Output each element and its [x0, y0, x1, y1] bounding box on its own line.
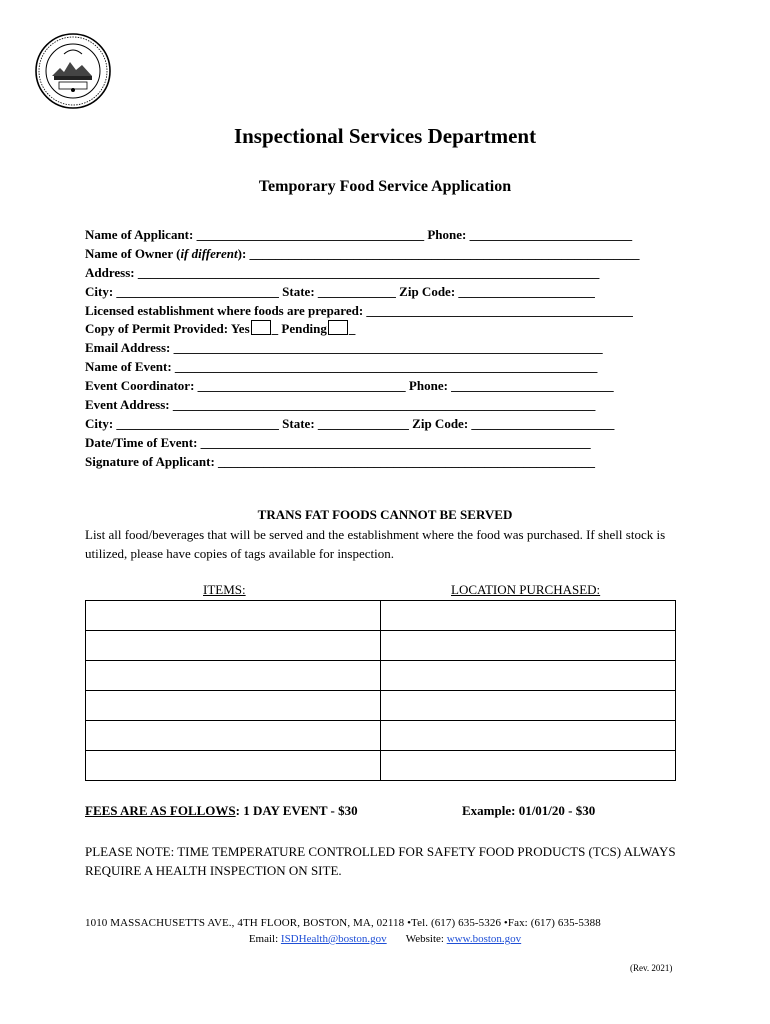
location-column-header: LOCATION PURCHASED:: [451, 582, 601, 597]
footer-contact: [0, 933, 770, 945]
location-cell[interactable]: [381, 751, 676, 781]
signature-field[interactable]: __________________________________________________________: [218, 453, 596, 469]
table-row: [86, 721, 676, 751]
coordinator-phone-field[interactable]: _________________________: [451, 378, 614, 394]
event-city-field[interactable]: _________________________: [116, 415, 279, 431]
email-field[interactable]: __________________________________________________________________: [173, 340, 603, 356]
tcs-note: PLEASE NOTE: TIME TEMPERATURE CONTROLLED FOR SAFETY FOOD PRODUCTS (TCS) ALWAYS REQUIRE A HEALTH INSPECTION ON SITE.: [85, 844, 676, 878]
email-label: Email Address:: [85, 340, 171, 356]
applicant-line: [85, 226, 695, 245]
item-cell[interactable]: [86, 601, 381, 631]
footer-website-label: Website:: [405, 933, 444, 945]
applicant-label: Name of Applicant:: [85, 227, 194, 242]
location-cell[interactable]: [381, 721, 676, 751]
applicant-field[interactable]: ___________________________________: [196, 227, 425, 242]
items-instructions: List all food/beverages that will be served and the establishment where the food was purchased. If shell stock is utilized, please have copies of tags available for inspection.: [85, 527, 666, 561]
fees-line: [85, 803, 358, 819]
page-title: Inspectional Services Department: [233, 124, 537, 148]
items-column-header: ITEMS:: [203, 582, 246, 597]
fees-example: Example: 01/01/20 - $30: [462, 803, 596, 818]
event-name-line: [85, 358, 695, 377]
coordinator-phone-label: Phone:: [408, 378, 448, 394]
fees-label: FEES ARE AS FOLLOWS: [85, 803, 236, 818]
owner-label-end: ):: [237, 245, 247, 261]
event-zip-label: Zip Code:: [412, 415, 469, 431]
permit-yes-checkbox[interactable]: [251, 320, 271, 335]
coordinator-line: [85, 377, 695, 396]
item-cell[interactable]: [86, 751, 381, 781]
licensed-line: [85, 302, 695, 321]
city-field[interactable]: _________________________: [116, 283, 279, 299]
event-address-line: [85, 396, 695, 415]
item-cell[interactable]: [86, 721, 381, 751]
event-state-field[interactable]: ______________: [317, 415, 409, 431]
location-cell[interactable]: [381, 661, 676, 691]
email-line: [85, 339, 695, 358]
state-field[interactable]: ____________: [317, 283, 396, 299]
datetime-line: [85, 434, 695, 453]
zip-label: Zip Code:: [399, 283, 456, 299]
item-cell[interactable]: [86, 631, 381, 661]
signature-label: Signature of Applicant:: [85, 453, 215, 469]
licensed-field[interactable]: _________________________________________: [366, 302, 633, 318]
event-address-label: Event Address:: [85, 397, 170, 413]
revision-note: (Rev. 2021): [630, 963, 673, 973]
owner-label: Name of Owner (: [85, 245, 181, 261]
address-field[interactable]: _______________________________________________________________________: [137, 264, 600, 280]
footer-address: 1010 MASSACHUSETTS AVE., 4TH FLOOR, BOSTON, MA, 02118 •Tel. (617) 635-5326 •Fax: (617) 635-5388: [85, 917, 601, 929]
event-city-line: [85, 415, 695, 434]
table-row: [86, 601, 676, 631]
owner-field[interactable]: ____________________________________________________________: [249, 245, 640, 261]
city-seal-logo: [34, 32, 112, 110]
phone-label: Phone:: [427, 227, 467, 242]
event-zip-field[interactable]: ______________________: [471, 415, 615, 431]
table-row: [86, 661, 676, 691]
state-label: State:: [282, 283, 315, 299]
table-row: [86, 691, 676, 721]
address-line: [85, 264, 695, 283]
item-cell[interactable]: [86, 691, 381, 721]
city-label: City:: [85, 283, 114, 299]
datetime-label: Date/Time of Event:: [85, 434, 198, 450]
event-city-label: City:: [85, 415, 114, 431]
event-address-field[interactable]: _________________________________________________________________: [172, 397, 596, 413]
phone-field[interactable]: _________________________: [469, 227, 633, 242]
items-table: [85, 600, 676, 781]
signature-line: [85, 453, 695, 472]
address-label: Address:: [85, 264, 135, 280]
permit-label: Copy of Permit Provided: Yes: [85, 321, 250, 337]
owner-line: [85, 245, 695, 264]
event-state-label: State:: [282, 415, 315, 431]
owner-label-note: if different: [180, 245, 238, 261]
location-cell[interactable]: [381, 691, 676, 721]
permit-yes-blank: _: [271, 321, 279, 337]
permit-pending-blank: _: [348, 321, 356, 337]
location-cell[interactable]: [381, 601, 676, 631]
permit-line: [85, 320, 695, 339]
zip-field[interactable]: _____________________: [458, 283, 595, 299]
table-row: [86, 751, 676, 781]
website-link[interactable]: www.boston.gov: [446, 933, 522, 945]
event-name-label: Name of Event:: [85, 359, 172, 375]
item-cell[interactable]: [86, 661, 381, 691]
city-line: [85, 283, 695, 302]
form-subtitle: Temporary Food Service Application: [258, 178, 512, 195]
email-link[interactable]: ISDHealth@boston.gov: [280, 933, 387, 945]
trans-fat-heading: TRANS FAT FOODS CANNOT BE SERVED: [257, 507, 513, 522]
datetime-field[interactable]: ____________________________________________________________: [200, 434, 591, 450]
footer-email-label: Email:: [248, 933, 279, 945]
event-name-field[interactable]: _________________________________________________________________: [174, 359, 598, 375]
permit-pending-checkbox[interactable]: [328, 320, 348, 335]
coordinator-label: Event Coordinator:: [85, 378, 195, 394]
table-row: [86, 631, 676, 661]
location-cell[interactable]: [381, 631, 676, 661]
application-fields: [85, 226, 695, 472]
licensed-label: Licensed establishment where foods are prepared:: [85, 302, 364, 318]
pending-label: Pending: [281, 321, 327, 337]
coordinator-field[interactable]: ________________________________: [197, 378, 406, 394]
fees-value: : 1 DAY EVENT - $30: [235, 803, 358, 818]
